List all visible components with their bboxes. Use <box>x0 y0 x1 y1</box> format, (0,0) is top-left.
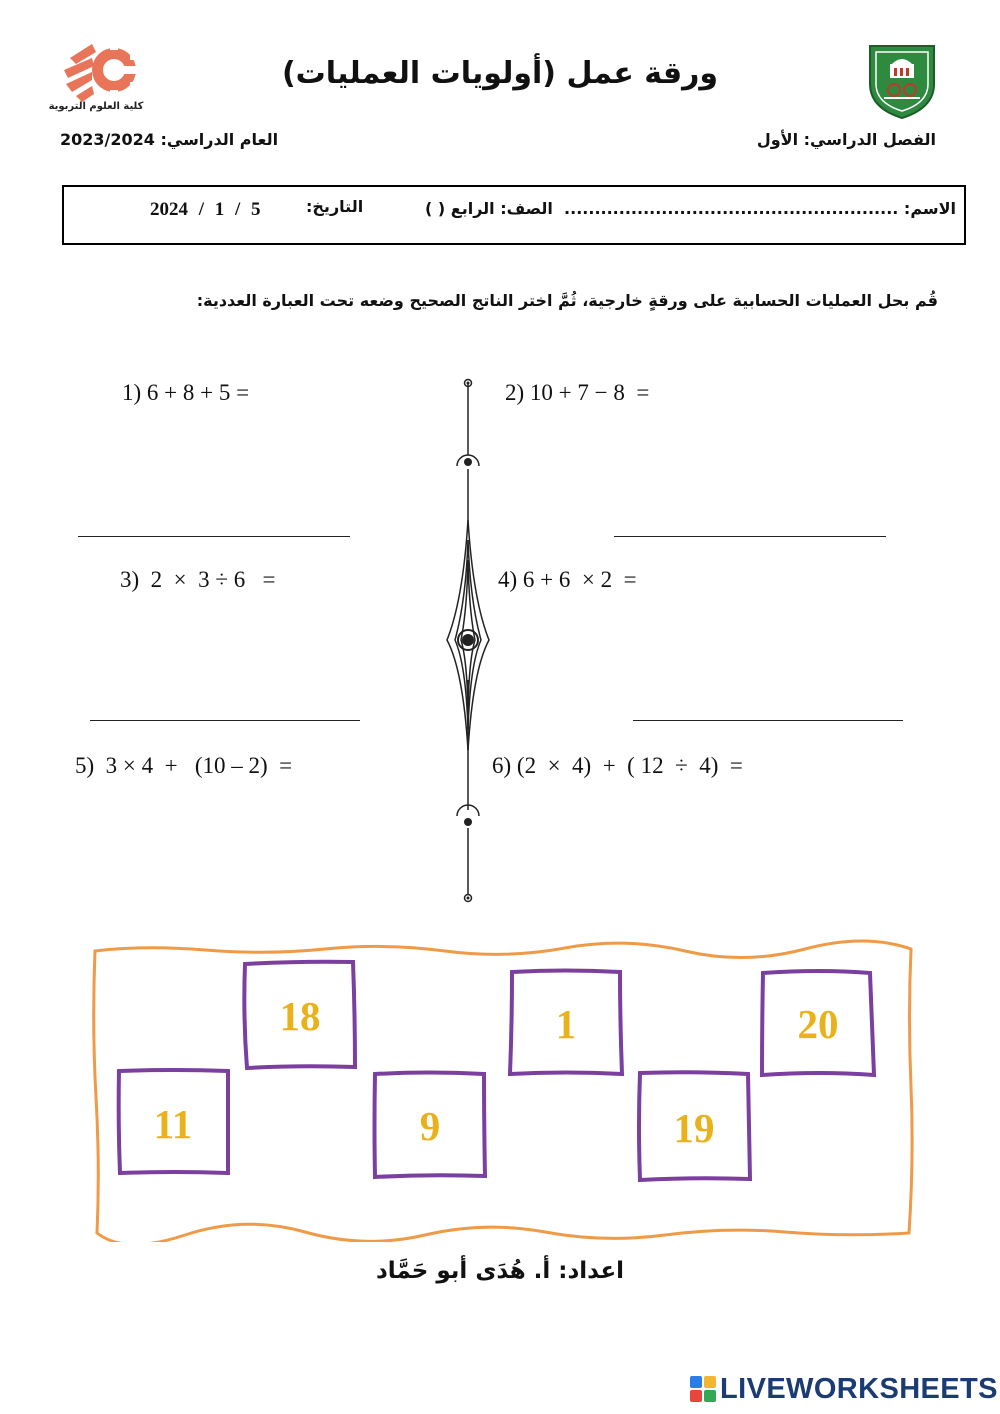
tile-18[interactable]: 18 <box>279 993 321 1039</box>
answer-line-3[interactable] <box>90 720 360 721</box>
college-logo-caption: كلية العلوم التربوية <box>48 101 144 112</box>
problem-4: 4) 6 + 6 × 2 = <box>498 567 637 592</box>
student-name-field[interactable]: الاسم: ....................................................... <box>564 199 956 218</box>
answer-bank-border <box>94 941 912 1242</box>
answer-bank <box>85 937 920 1242</box>
problem-6: 6) (2 × 4) + ( 12 ÷ 4) = <box>492 753 743 778</box>
date-value: 2024 / 1 / 5 <box>150 199 261 220</box>
tile-11[interactable]: 11 <box>153 1101 193 1147</box>
page-title: ورقة عمل (أولويات العمليات) <box>281 56 719 91</box>
tile-1[interactable]: 1 <box>555 1001 577 1047</box>
ornament-divider <box>435 370 501 915</box>
problem-3: 3) 2 × 3 ÷ 6 = <box>120 567 276 592</box>
liveworksheets-icon <box>690 1376 716 1402</box>
academic-year-label: العام الدراسي: 2023/2024 <box>60 130 279 149</box>
answer-line-1[interactable] <box>78 536 350 537</box>
answer-line-4[interactable] <box>633 720 903 721</box>
tile-19[interactable]: 19 <box>673 1105 715 1151</box>
liveworksheets-logo[interactable] <box>690 1371 998 1407</box>
answer-line-2[interactable] <box>614 536 886 537</box>
tile-20[interactable]: 20 <box>797 1001 839 1047</box>
author-credit: اعداد: أ. هُدَى أبو حَمَّاد <box>375 1258 625 1284</box>
instruction-text: قُم بحل العمليات الحسابية على ورقةٍ خارجية، ثُمَّ اختر الناتج الصحيح وضعه تحت العبارة العددية: <box>196 291 938 310</box>
university-emblem <box>862 40 942 120</box>
problem-5: 5) 3 × 4 + (10 – 2) = <box>75 753 293 778</box>
problem-2: 2) 10 + 7 − 8 = <box>505 380 650 405</box>
class-field[interactable]: الصف: الرابع ( ) <box>425 199 553 218</box>
liveworksheets-wordmark: LIVEWORKSHEETS <box>720 1372 998 1405</box>
semester-label: الفصل الدراسي: الأول <box>756 130 936 149</box>
problem-1: 1) 6 + 8 + 5 = <box>122 380 250 405</box>
date-label: التاريخ: <box>306 197 364 216</box>
tile-9[interactable]: 9 <box>419 1103 441 1149</box>
